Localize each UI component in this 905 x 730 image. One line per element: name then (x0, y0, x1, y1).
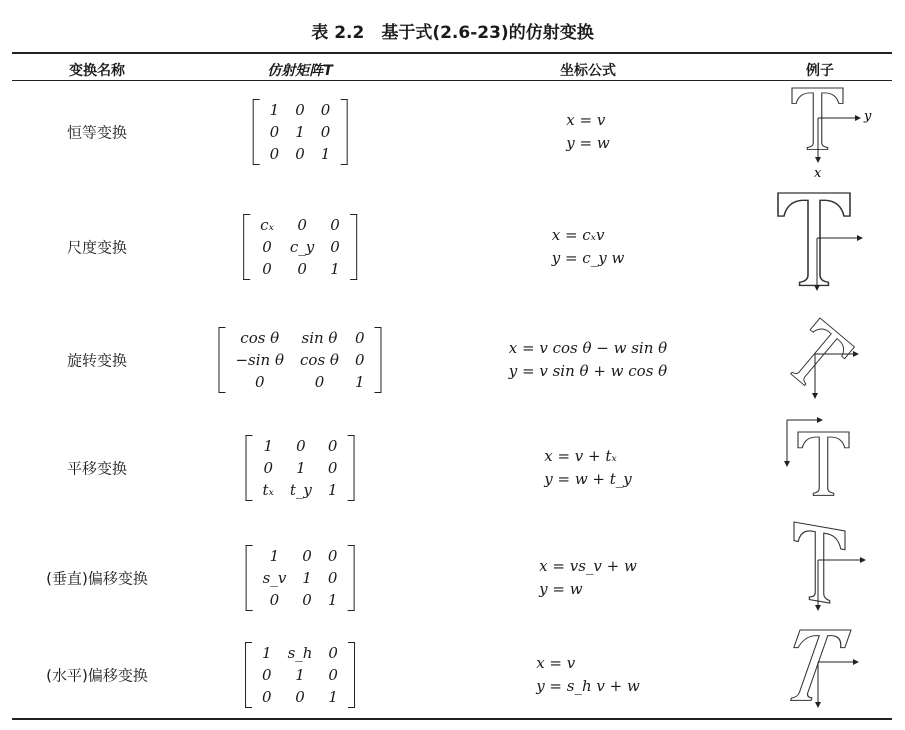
matrix-cell: c_y (289, 238, 315, 256)
matrix-cell: 0 (269, 123, 280, 141)
matrix-cell: t_y (289, 481, 312, 499)
matrix-cell: 0 (263, 459, 273, 477)
matrix-cell: 1 (295, 123, 305, 141)
header-matrix: 仿射矩阵T (267, 63, 333, 79)
matrix-cell: 1 (327, 591, 338, 609)
matrix-cell: 0 (327, 459, 338, 477)
matrix-cell: 0 (328, 644, 338, 662)
matrix-cell: 0 (327, 547, 338, 565)
axis-y-label: y (864, 109, 872, 124)
matrix-cell: 0 (254, 373, 265, 391)
formula-line: x = cₓv (551, 226, 605, 244)
matrix-cell: 0 (328, 666, 338, 684)
formula-line: x = v cos θ − w sin θ (508, 339, 668, 357)
example-horizontal-shear (775, 630, 858, 707)
matrix-cell: 0 (302, 547, 312, 565)
matrix-cell: 1 (262, 644, 272, 662)
matrix-cell: cos θ (300, 351, 339, 369)
matrix-cell: s_h (287, 644, 313, 662)
matrix-cell: 0 (314, 373, 325, 391)
matrix-cell: −sin θ (235, 351, 285, 369)
matrix-cell: 0 (262, 666, 272, 684)
matrix-cell: 0 (295, 688, 305, 706)
formula-line: y = c_y w (551, 249, 625, 267)
row-name: (水平)偏移变换 (46, 666, 148, 685)
matrix-cell: 1 (269, 101, 280, 119)
matrix-cell: 1 (327, 481, 338, 499)
formula-line: x = v (536, 654, 576, 672)
row-name: 平移变换 (66, 459, 128, 478)
formula-line: y = w (539, 580, 583, 598)
row-name: (垂直)偏移变换 (46, 569, 148, 588)
matrix-cell: 0 (354, 351, 365, 369)
row-name: 尺度变换 (66, 238, 128, 257)
matrix-cell: 0 (262, 260, 272, 278)
matrix-cell: 0 (354, 329, 365, 347)
matrix-cell: cₓ (260, 216, 274, 234)
matrix-cell: 0 (297, 260, 307, 278)
matrix-cell: 1 (302, 569, 312, 587)
matrix-cell: 0 (327, 437, 338, 455)
example-identity (792, 88, 872, 181)
matrix-cell: 0 (269, 145, 280, 163)
matrix-cell: cos θ (240, 329, 280, 347)
header-name: 变换名称 (69, 63, 125, 79)
formula-line: y = s_h v + w (536, 677, 640, 695)
matrix-cell: 0 (295, 101, 305, 119)
matrix-cell: sin θ (301, 329, 338, 347)
matrix-cell: 0 (262, 238, 272, 256)
matrix-cell: 0 (262, 688, 272, 706)
matrix-cell: 1 (328, 688, 338, 706)
header-formula: 坐标公式 (560, 63, 616, 79)
matrix-cell: 0 (295, 145, 305, 163)
header-example: 例子 (806, 63, 834, 79)
matrix-cell: 0 (296, 437, 306, 455)
matrix-cell: 1 (296, 459, 306, 477)
matrix-cell: 1 (330, 260, 340, 278)
matrix-cell: 0 (269, 591, 280, 609)
row-name: 恒等变换 (66, 123, 128, 142)
example-translation (787, 420, 849, 495)
matrix-cell: 0 (297, 216, 307, 234)
matrix-cell: tₓ (262, 481, 274, 499)
formula-line: x = vs_v + w (539, 557, 637, 575)
matrix-cell: 1 (320, 145, 331, 163)
matrix-cell: 0 (320, 123, 331, 141)
matrix-cell: 1 (269, 547, 280, 565)
matrix-cell: 0 (330, 216, 340, 234)
axis-x-label: x (814, 166, 822, 181)
matrix-cell: 1 (354, 373, 365, 391)
example-rotation (780, 318, 858, 398)
matrix-cell: 0 (320, 101, 331, 119)
matrix-cell: 1 (295, 666, 305, 684)
matrix-cell: 0 (302, 591, 312, 609)
table-caption: 表 2.2 基于式(2.6-23)的仿射变换 (311, 23, 594, 43)
formula-line: y = v sin θ + w cos θ (508, 362, 668, 380)
matrix-cell: 0 (327, 569, 338, 587)
example-scale (778, 193, 862, 290)
formula-line: y = w + t_y (544, 470, 632, 488)
matrix-cell: s_v (262, 569, 287, 587)
matrix-cell: 0 (330, 238, 340, 256)
formula-line: y = w (566, 134, 610, 152)
row-name: 旋转变换 (66, 351, 128, 370)
formula-line: x = v + tₓ (544, 447, 617, 465)
formula-line: x = v (566, 111, 606, 129)
matrix-cell: 1 (263, 437, 273, 455)
example-vertical-shear (794, 522, 865, 610)
